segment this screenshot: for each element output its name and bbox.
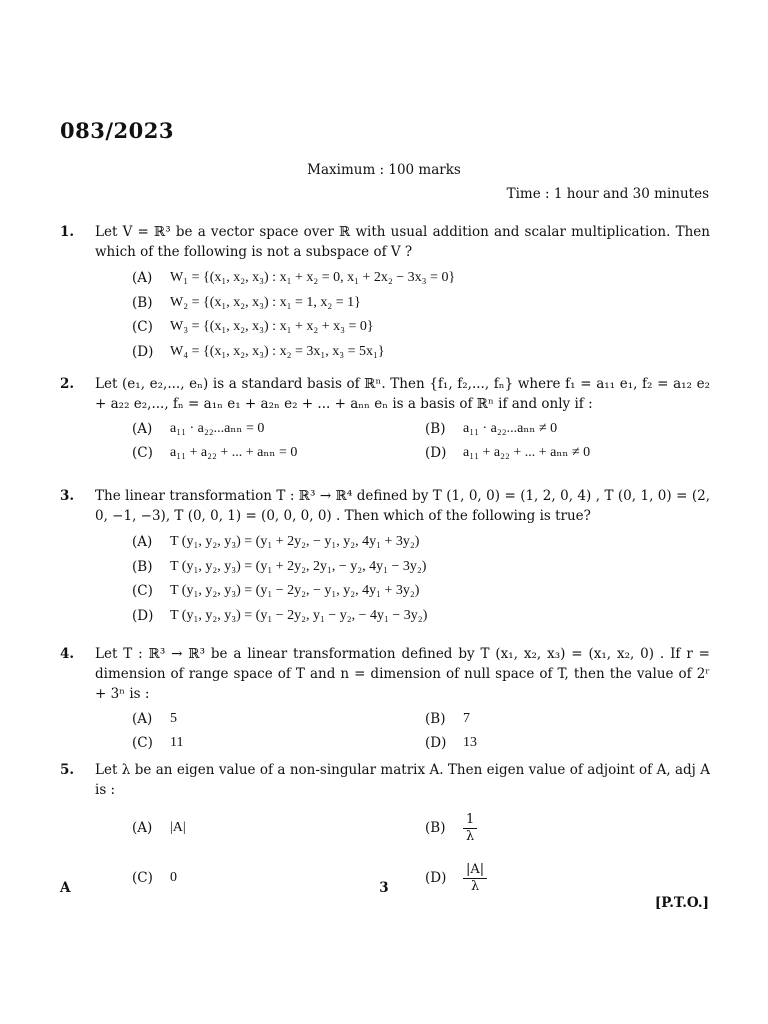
question-text: The linear transformation T : ℝ³ → ℝ⁴ defined by T (1, 0, 0) = (1, 2, 0, 4) , T (0, 1, 0) = (2, 0, −1, −3), T (0, 0, 1) = (0, 0, 0, 0) . Then which of the following is true? <box>95 488 710 524</box>
options-list <box>132 530 710 628</box>
option-b[interactable] <box>425 806 718 850</box>
option-text: |A| <box>170 820 186 835</box>
option-label: (D) <box>425 735 447 751</box>
option-label: (C) <box>132 583 153 600</box>
question-number: 1. <box>60 224 75 240</box>
question-4 <box>60 644 710 754</box>
option-label: (B) <box>425 820 446 836</box>
fraction <box>463 812 477 845</box>
option-label: (D) <box>132 343 154 360</box>
option-b[interactable] <box>132 555 710 580</box>
option-text: W₂ = {(x₁, x₂, x₃) : x₁ = 1, x₂ = 1} <box>170 294 361 310</box>
option-text: 13 <box>463 735 477 750</box>
options-list <box>132 266 710 364</box>
question-text: Let T : ℝ³ → ℝ³ be a linear transformation defined by T (x₁, x₂, x₃) = (x₁, x₂, 0) . If r = dimension of range space of T and n = dimension of null space of T, then the value of 2ʳ + 3ⁿ is : <box>95 646 710 702</box>
series-code: A <box>60 880 71 896</box>
option-label: (B) <box>425 711 446 727</box>
option-label: (A) <box>132 534 153 551</box>
option-d[interactable] <box>425 732 718 754</box>
option-label: (C) <box>132 445 153 461</box>
time-allowed: Time : 1 hour and 30 minutes <box>506 186 709 202</box>
question-number: 5. <box>60 762 75 778</box>
option-a[interactable] <box>132 806 425 850</box>
option-label: (A) <box>132 270 153 287</box>
option-text: T (y₁, y₂, y₃) = (y₁ + 2y₂, 2y₁, − y₂, 4y₁ − 3y₂) <box>170 558 427 574</box>
option-b[interactable] <box>132 291 710 316</box>
option-b[interactable] <box>425 708 718 730</box>
question-number: 4. <box>60 646 75 662</box>
option-text: T (y₁, y₂, y₃) = (y₁ − 2y₂, − y₁, y₂, 4y₁ + 3y₂) <box>170 583 420 599</box>
option-text: 0 <box>170 870 177 885</box>
paper-code: 083/2023 <box>60 118 174 143</box>
option-c[interactable] <box>132 442 425 464</box>
page-number: 3 <box>379 880 389 896</box>
options-grid <box>132 418 710 464</box>
option-text: a₁₁ · a₂₂...aₙₙ = 0 <box>170 421 265 436</box>
option-label: (C) <box>132 319 153 336</box>
numerator: |A| <box>463 862 487 879</box>
option-text: 11 <box>170 735 184 750</box>
option-text: W₄ = {(x₁, x₂, x₃) : x₂ = 3x₁, x₃ = 5x₁} <box>170 343 385 359</box>
options-grid <box>132 708 710 754</box>
option-text: a₁₁ · a₂₂...aₙₙ ≠ 0 <box>463 421 558 436</box>
option-d[interactable] <box>132 340 710 365</box>
please-turn-over: [P.T.O.] <box>654 895 709 911</box>
option-c[interactable] <box>132 732 425 754</box>
question-number: 2. <box>60 376 75 392</box>
option-label: (B) <box>132 558 153 575</box>
question-5 <box>60 760 710 900</box>
option-label: (D) <box>425 870 447 886</box>
option-label: (A) <box>132 711 153 727</box>
maximum-marks: Maximum : 100 marks <box>307 162 461 178</box>
option-c[interactable] <box>132 579 710 604</box>
option-label: (B) <box>425 421 446 437</box>
option-c[interactable] <box>132 315 710 340</box>
option-text: T (y₁, y₂, y₃) = (y₁ + 2y₂, − y₁, y₂, 4y₁ + 3y₂) <box>170 534 420 550</box>
question-text: Let (e₁, e₂,..., eₙ) is a standard basis of ℝⁿ. Then {f₁, f₂,..., fₙ} where f₁ = a₁₁ e₁, f₂ = a₁₂ e₂ + a₂₂ e₂,..., fₙ = a₁ₙ e₁ + a₂ₙ e₂ + ... + aₙₙ eₙ is a basis of ℝⁿ if and only if : <box>95 376 710 412</box>
option-a[interactable] <box>132 530 710 555</box>
option-a[interactable] <box>132 266 710 291</box>
option-label: (B) <box>132 294 153 311</box>
question-number: 3. <box>60 488 75 504</box>
question-2 <box>60 374 710 464</box>
option-label: (C) <box>132 870 153 886</box>
option-text: W₃ = {(x₁, x₂, x₃) : x₁ + x₂ + x₃ = 0} <box>170 319 374 335</box>
numerator: 1 <box>463 812 477 829</box>
option-label: (D) <box>425 445 447 461</box>
option-text: T (y₁, y₂, y₃) = (y₁ − 2y₂, y₁ − y₂, − 4y₁ − 3y₂) <box>170 607 428 623</box>
denominator: λ <box>470 878 480 894</box>
question-1 <box>60 222 710 364</box>
option-label: (A) <box>132 421 153 437</box>
denominator: λ <box>466 828 475 844</box>
option-text: a₁₁ + a₂₂ + ... + aₙₙ = 0 <box>170 445 298 460</box>
option-d[interactable] <box>425 442 718 464</box>
option-text: W₁ = {(x₁, x₂, x₃) : x₁ + x₂ = 0, x₁ + 2x₂ − 3x₃ = 0} <box>170 270 456 286</box>
option-a[interactable] <box>132 418 425 440</box>
option-text: 5 <box>170 711 177 726</box>
option-label: (D) <box>132 607 154 624</box>
option-label: (A) <box>132 820 153 836</box>
option-text: a₁₁ + a₂₂ + ... + aₙₙ ≠ 0 <box>463 445 591 460</box>
question-text: Let λ be an eigen value of a non-singular matrix A. Then eigen value of adjoint of A, adj A is : <box>95 762 710 798</box>
option-a[interactable] <box>132 708 425 730</box>
option-label: (C) <box>132 735 153 751</box>
question-text: Let V = ℝ³ be a vector space over ℝ with usual addition and scalar multiplication. Then which of the following is not a subspace of V ? <box>95 224 710 260</box>
option-text: 7 <box>463 711 470 726</box>
question-3 <box>60 486 710 628</box>
option-d[interactable] <box>132 604 710 629</box>
option-b[interactable] <box>425 418 718 440</box>
